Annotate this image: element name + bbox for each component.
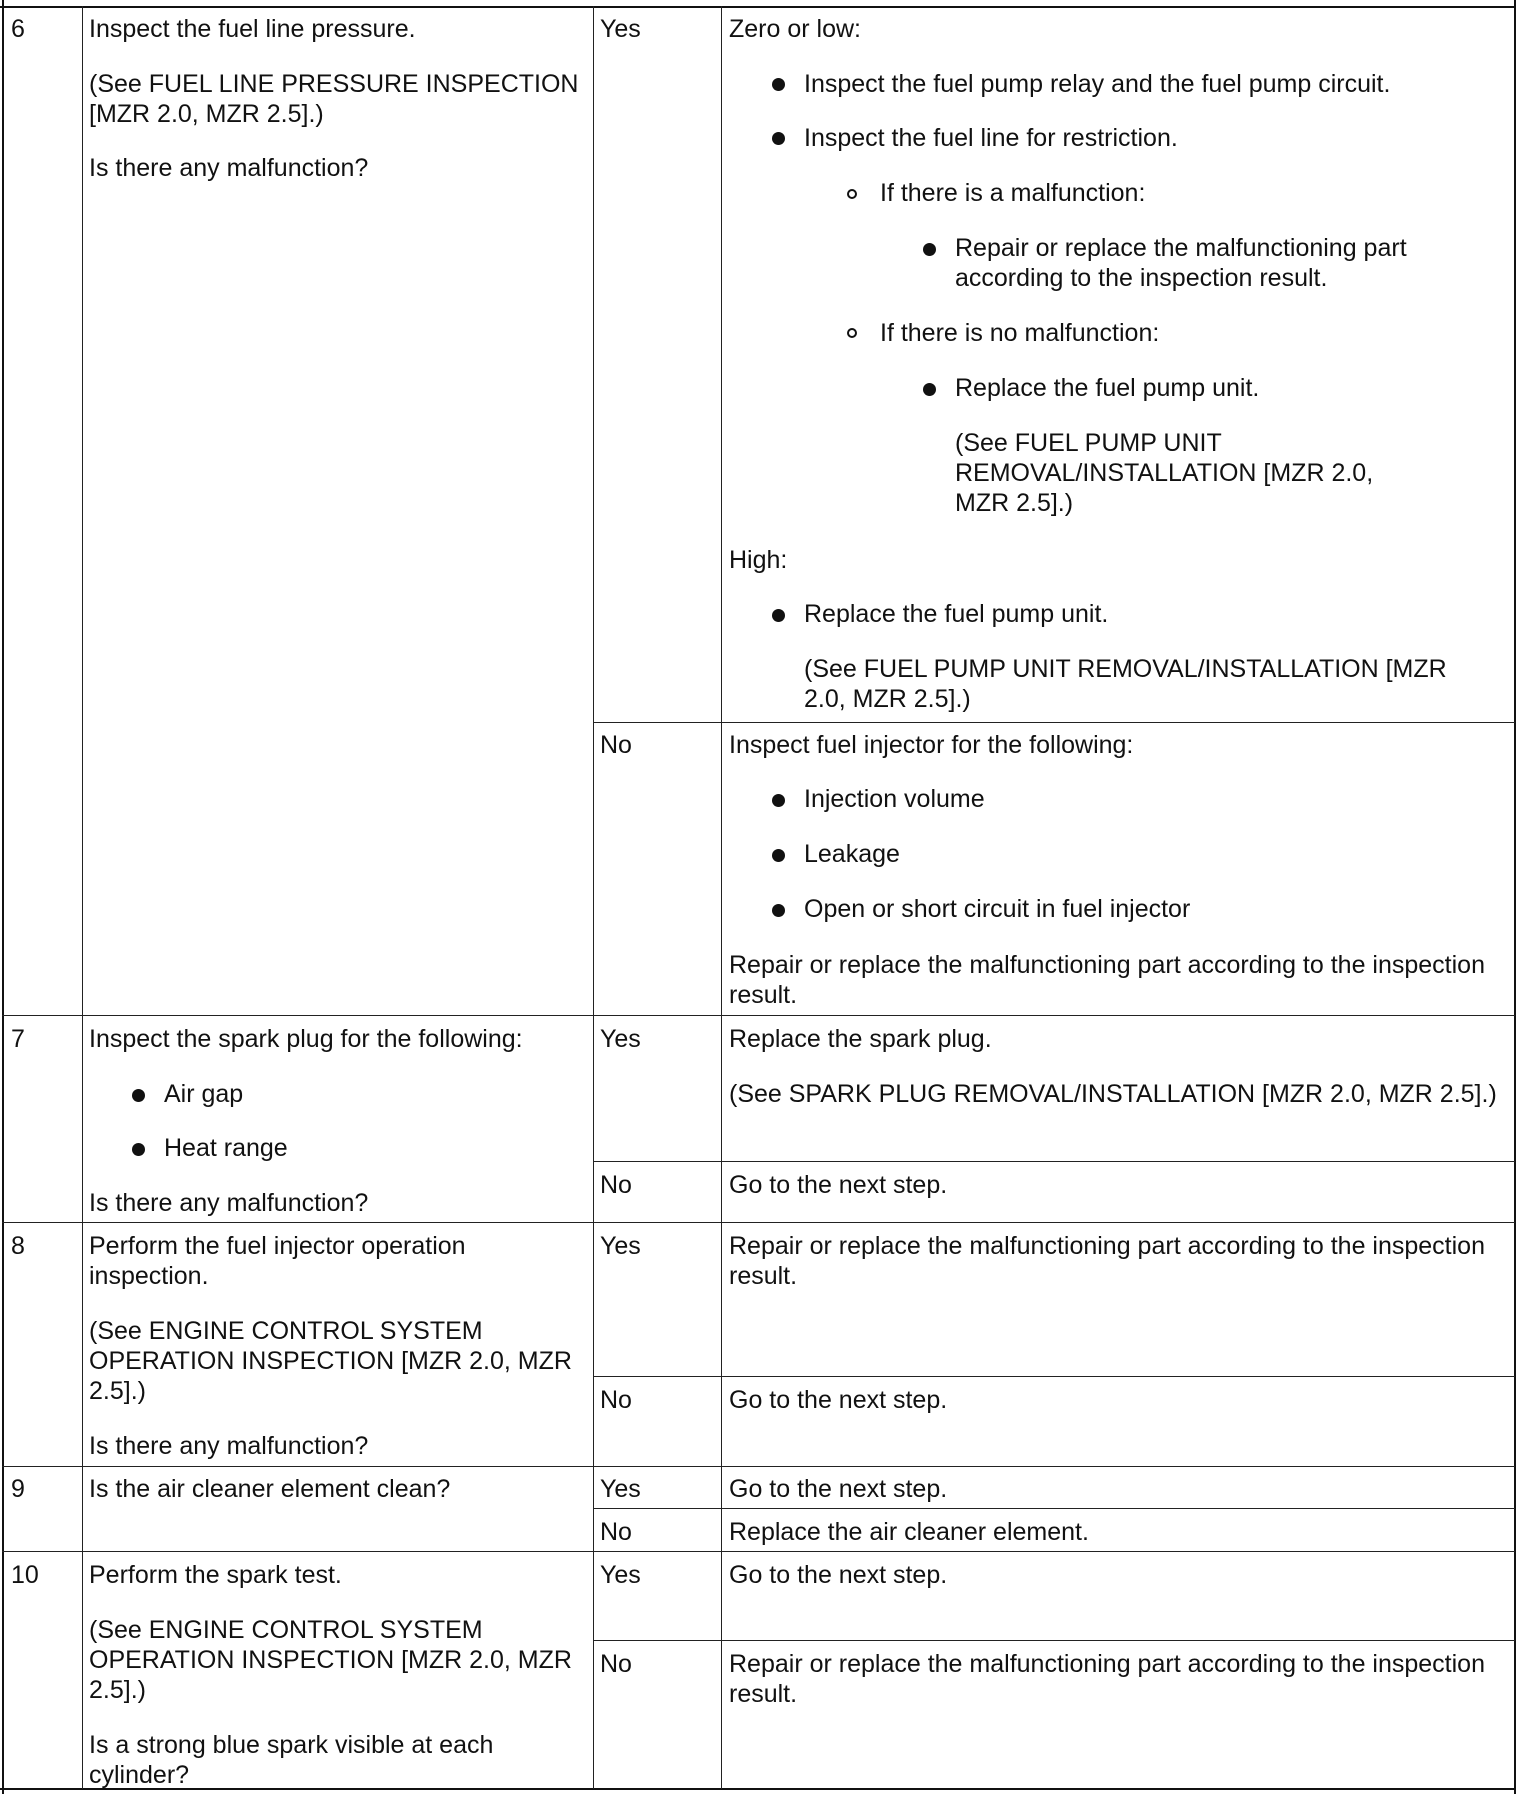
inspection-reference: [MZR 2.0, MZR 2.5].) xyxy=(89,100,324,128)
check-item: Injection volume xyxy=(804,785,985,813)
bullet-icon xyxy=(132,1089,145,1102)
check-item: Open or short circuit in fuel injector xyxy=(804,895,1191,923)
bullet-icon xyxy=(772,609,785,622)
inspection-title: Perform the fuel injector operation xyxy=(89,1232,466,1260)
action-text: result. xyxy=(729,981,798,1009)
step-number: 7 xyxy=(11,1025,25,1053)
action-text: result. xyxy=(729,1680,798,1708)
reference-text: REMOVAL/INSTALLATION [MZR 2.0, xyxy=(955,459,1374,487)
table-border-right xyxy=(1514,0,1516,1794)
row-divider xyxy=(2,1015,1515,1016)
bullet-icon xyxy=(772,849,785,862)
yes-no-divider xyxy=(593,1640,1515,1641)
bullet-icon xyxy=(923,383,936,396)
bullet-icon xyxy=(772,132,785,145)
column-divider-inspection xyxy=(593,6,594,1789)
bullet-icon xyxy=(772,904,785,917)
bullet-icon xyxy=(923,243,936,256)
action-item: Inspect the fuel line for restriction. xyxy=(804,124,1178,152)
inspection-reference: (See ENGINE CONTROL SYSTEM xyxy=(89,1616,483,1644)
inspection-question: Is there any malfunction? xyxy=(89,1189,369,1217)
yes-label: Yes xyxy=(600,1561,641,1589)
reference-text: 2.0, MZR 2.5].) xyxy=(804,685,971,713)
column-divider-result xyxy=(721,6,722,1789)
inspection-title: inspection. xyxy=(89,1262,209,1290)
action-item: according to the inspection result. xyxy=(955,264,1328,292)
table-border-bottom xyxy=(0,1788,1515,1790)
sub-condition: If there is a malfunction: xyxy=(880,179,1146,207)
condition-heading: Zero or low: xyxy=(729,15,861,43)
hollow-bullet-icon xyxy=(847,328,857,338)
check-item: Air gap xyxy=(164,1080,244,1108)
inspection-reference: OPERATION INSPECTION [MZR 2.0, MZR xyxy=(89,1646,572,1674)
reference-text: (See FUEL PUMP UNIT REMOVAL/INSTALLATION [MZR xyxy=(804,655,1447,683)
step-number: 8 xyxy=(11,1232,25,1260)
check-item: Heat range xyxy=(164,1134,288,1162)
action-intro: Inspect fuel injector for the following: xyxy=(729,731,1134,759)
yes-label: Yes xyxy=(600,1475,641,1503)
action-text: Repair or replace the malfunctioning part according to the inspection xyxy=(729,951,1485,979)
no-label: No xyxy=(600,1650,632,1678)
yes-no-divider xyxy=(593,722,1515,723)
inspection-question: Is a strong blue spark visible at each xyxy=(89,1731,494,1759)
bullet-icon xyxy=(772,794,785,807)
inspection-reference: OPERATION INSPECTION [MZR 2.0, MZR xyxy=(89,1347,572,1375)
sub-condition: If there is no malfunction: xyxy=(880,319,1160,347)
inspection-reference: (See FUEL LINE PRESSURE INSPECTION xyxy=(89,70,579,98)
hollow-bullet-icon xyxy=(847,189,857,199)
yes-label: Yes xyxy=(600,15,641,43)
action-item: Repair or replace the malfunctioning part xyxy=(955,234,1407,262)
no-label: No xyxy=(600,731,632,759)
action-text: Go to the next step. xyxy=(729,1561,948,1589)
table-border-top xyxy=(0,6,1515,8)
reference-text: (See SPARK PLUG REMOVAL/INSTALLATION [MZR 2.0, MZR 2.5].) xyxy=(729,1080,1497,1108)
action-text: result. xyxy=(729,1262,798,1290)
table-border-left xyxy=(2,0,4,1794)
inspection-reference: 2.5].) xyxy=(89,1377,146,1405)
yes-no-divider xyxy=(593,1161,1515,1162)
yes-label: Yes xyxy=(600,1232,641,1260)
inspection-question: Is there any malfunction? xyxy=(89,154,369,182)
inspection-reference: 2.5].) xyxy=(89,1676,146,1704)
action-text: Go to the next step. xyxy=(729,1475,948,1503)
inspection-question: cylinder? xyxy=(89,1761,190,1789)
bullet-icon xyxy=(772,78,785,91)
action-item: Inspect the fuel pump relay and the fuel pump circuit. xyxy=(804,70,1391,98)
reference-text: MZR 2.5].) xyxy=(955,489,1074,517)
yes-no-divider xyxy=(593,1508,1515,1509)
action-text: Repair or replace the malfunctioning part according to the inspection xyxy=(729,1650,1485,1678)
inspection-title: Is the air cleaner element clean? xyxy=(89,1475,451,1503)
action-text: Go to the next step. xyxy=(729,1386,948,1414)
inspection-reference: (See ENGINE CONTROL SYSTEM xyxy=(89,1317,483,1345)
column-divider-step xyxy=(82,6,83,1789)
action-text: Replace the spark plug. xyxy=(729,1025,992,1053)
inspection-title: Inspect the spark plug for the following: xyxy=(89,1025,523,1053)
action-text: Repair or replace the malfunctioning part according to the inspection xyxy=(729,1232,1485,1260)
step-number: 9 xyxy=(11,1475,25,1503)
action-text: Go to the next step. xyxy=(729,1171,948,1199)
inspection-title: Inspect the fuel line pressure. xyxy=(89,15,416,43)
yes-no-divider xyxy=(593,1376,1515,1377)
inspection-title: Perform the spark test. xyxy=(89,1561,342,1589)
inspection-question: Is there any malfunction? xyxy=(89,1432,369,1460)
check-item: Leakage xyxy=(804,840,900,868)
bullet-icon xyxy=(132,1143,145,1156)
step-number: 6 xyxy=(11,15,25,43)
yes-label: Yes xyxy=(600,1025,641,1053)
no-label: No xyxy=(600,1386,632,1414)
action-text: Replace the air cleaner element. xyxy=(729,1518,1089,1546)
row-divider xyxy=(2,1466,1515,1467)
reference-text: (See FUEL PUMP UNIT xyxy=(955,429,1222,457)
row-divider xyxy=(2,1222,1515,1223)
row-divider xyxy=(2,1551,1515,1552)
condition-heading: High: xyxy=(729,546,788,574)
action-item: Replace the fuel pump unit. xyxy=(804,600,1109,628)
no-label: No xyxy=(600,1171,632,1199)
action-item: Replace the fuel pump unit. xyxy=(955,374,1260,402)
no-label: No xyxy=(600,1518,632,1546)
step-number: 10 xyxy=(11,1561,39,1589)
